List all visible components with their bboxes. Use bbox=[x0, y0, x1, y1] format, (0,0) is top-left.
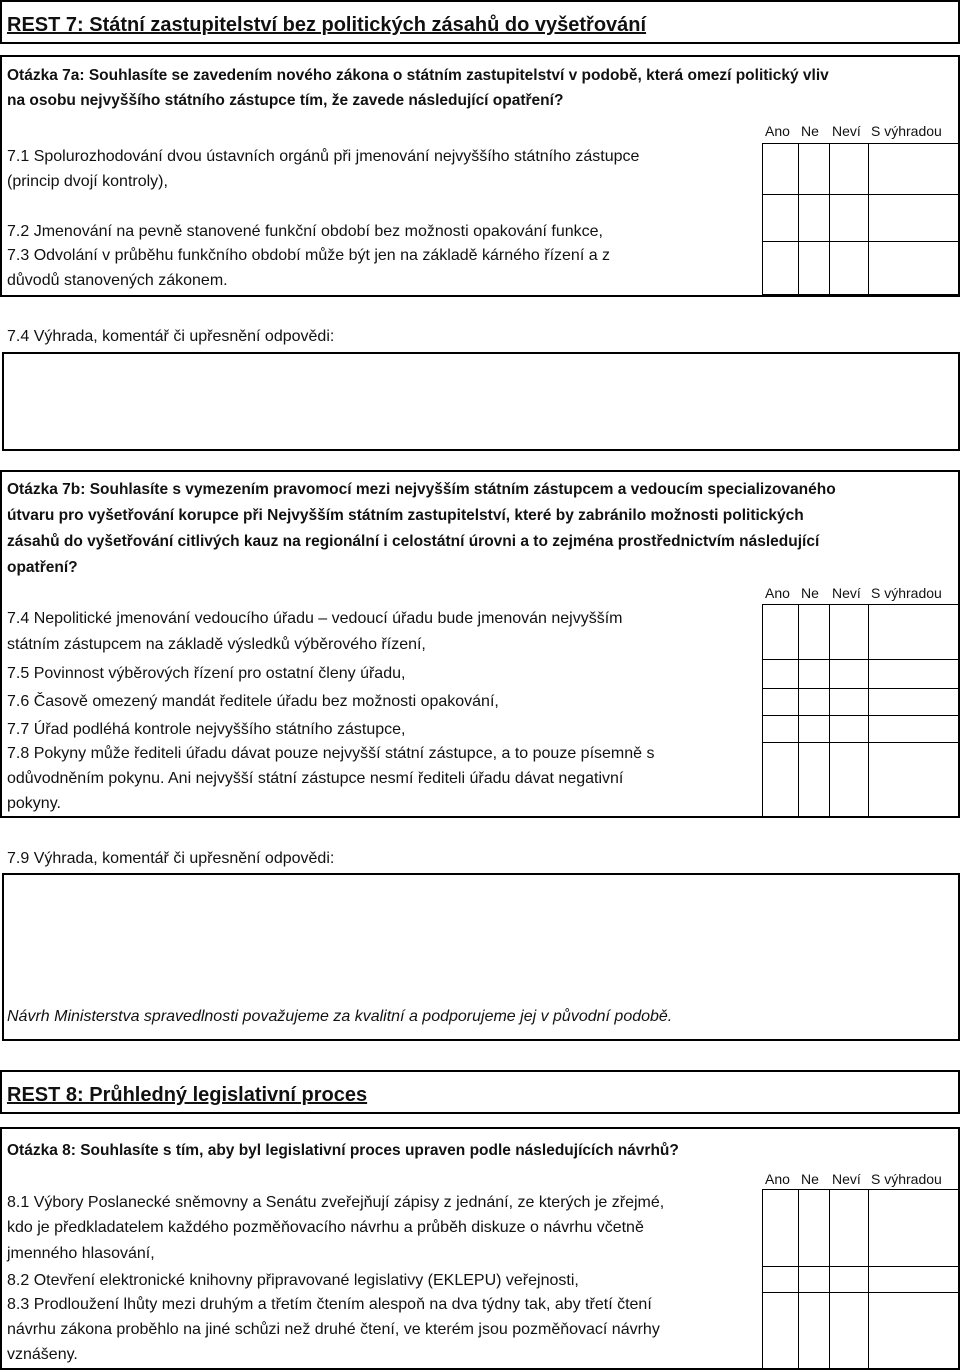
item-7-7: 7.7 Úřad podléhá kontrole nejvyššího státního zástupce, bbox=[7, 721, 406, 738]
item-7-1-line1: 7.1 Spolurozhodování dvou ústavních orgánů při jmenování nejvyššího státního zástupce bbox=[7, 148, 640, 165]
item-8-3-line3: vznášeny. bbox=[7, 1346, 78, 1363]
checkbox-7-6-s-vyhradou[interactable] bbox=[869, 689, 960, 716]
header-ne: Ne bbox=[801, 585, 819, 601]
item-7-6: 7.6 Časově omezený mandát ředitele úřadu bez možnosti opakování, bbox=[7, 693, 499, 710]
item-7-4-line2: státním zástupcem na základě výsledků výběrového řízení, bbox=[7, 636, 426, 653]
checkbox-7-8-ne[interactable] bbox=[799, 743, 830, 818]
item-8-3-line2: návrhu zákona proběhlo na jiné schůzi než druhé čtení, ve kterém jsou pozměňovací návrhy bbox=[7, 1321, 660, 1338]
header-s-vyhradou: S výhradou bbox=[871, 1171, 942, 1187]
checkbox-8-2-nevi[interactable] bbox=[830, 1267, 869, 1293]
checkbox-7-2-s-vyhradou[interactable] bbox=[869, 195, 960, 242]
checkbox-7-8-nevi[interactable] bbox=[830, 743, 869, 818]
checkbox-7-2-ano[interactable] bbox=[763, 195, 799, 242]
checkbox-8-3-nevi[interactable] bbox=[830, 1293, 869, 1369]
checkbox-8-1-s-vyhradou[interactable] bbox=[869, 1190, 960, 1267]
checkbox-8-1-ne[interactable] bbox=[799, 1190, 830, 1267]
checkbox-7-4-nevi[interactable] bbox=[830, 605, 869, 660]
item-7-3-line2: důvodů stanovených zákonem. bbox=[7, 272, 228, 289]
item-7-1-line2: (princip dvojí kontroly), bbox=[7, 173, 168, 190]
question-7a-line2: na osobu nejvyššího státního zástupce tím, že zavede následující opatření? bbox=[7, 92, 564, 109]
header-ne: Ne bbox=[801, 123, 819, 139]
comment-7-9-label: 7.9 Výhrada, komentář či upřesnění odpovědi: bbox=[7, 850, 335, 867]
comment-7-9-text: Návrh Ministerstva spravedlnosti považujeme za kvalitní a podporujeme jej v původní podobě. bbox=[7, 1008, 673, 1025]
checkbox-7-7-s-vyhradou[interactable] bbox=[869, 716, 960, 743]
item-8-3-line1: 8.3 Prodloužení lhůty mezi druhým a třetím čtením alespoň na dva týdny tak, aby třetí čtení bbox=[7, 1296, 652, 1313]
checkbox-7-2-nevi[interactable] bbox=[830, 195, 869, 242]
checkbox-7-6-ne[interactable] bbox=[799, 689, 830, 716]
item-7-8-line2: odůvodněním pokynu. Ani nejvyšší státní zástupce nesmí řediteli úřadu dávat negativní bbox=[7, 770, 624, 787]
comment-7-4-field[interactable] bbox=[2, 352, 960, 451]
item-7-4-line1: 7.4 Nepolitické jmenování vedoucího úřadu – vedoucí úřadu bude jmenován nejvyšším bbox=[7, 610, 623, 627]
checkbox-7-7-nevi[interactable] bbox=[830, 716, 869, 743]
checkbox-7-8-s-vyhradou[interactable] bbox=[869, 743, 960, 818]
checkbox-7-4-s-vyhradou[interactable] bbox=[869, 605, 960, 660]
answer-grid-8 bbox=[762, 1189, 960, 1369]
header-s-vyhradou: S výhradou bbox=[871, 123, 942, 139]
question-7b-line2: útvaru pro vyšetřování korupce při Nejvyšším státním zastupitelství, které by zabránilo možnosti politických bbox=[7, 507, 804, 524]
checkbox-7-7-ne[interactable] bbox=[799, 716, 830, 743]
checkbox-7-1-s-vyhradou[interactable] bbox=[869, 144, 960, 195]
header-ne: Ne bbox=[801, 1171, 819, 1187]
question-7b-line4: opatření? bbox=[7, 559, 78, 576]
checkbox-7-3-nevi[interactable] bbox=[830, 242, 869, 295]
checkbox-7-1-ano[interactable] bbox=[763, 144, 799, 195]
checkbox-7-6-ano[interactable] bbox=[763, 689, 799, 716]
item-7-8-line3: pokyny. bbox=[7, 795, 61, 812]
checkbox-7-6-nevi[interactable] bbox=[830, 689, 869, 716]
checkbox-8-1-nevi[interactable] bbox=[830, 1190, 869, 1267]
item-8-1-line2: kdo je předkladatelem každého pozměňovacího návrhu a průběh diskuze o návrhu včetně bbox=[7, 1219, 644, 1236]
item-8-1-line1: 8.1 Výbory Poslanecké sněmovny a Senátu zveřejňují zápisy z jednání, ze kterých je zřejmé, bbox=[7, 1194, 665, 1211]
checkbox-7-3-s-vyhradou[interactable] bbox=[869, 242, 960, 295]
checkbox-7-5-nevi[interactable] bbox=[830, 660, 869, 689]
header-nevi: Neví bbox=[832, 1171, 861, 1187]
checkbox-7-1-nevi[interactable] bbox=[830, 144, 869, 195]
header-nevi: Neví bbox=[832, 585, 861, 601]
header-ano: Ano bbox=[765, 1171, 790, 1187]
checkbox-7-5-s-vyhradou[interactable] bbox=[869, 660, 960, 689]
checkbox-7-5-ano[interactable] bbox=[763, 660, 799, 689]
checkbox-7-5-ne[interactable] bbox=[799, 660, 830, 689]
item-7-2: 7.2 Jmenování na pevně stanovené funkční období bez možnosti opakování funkce, bbox=[7, 223, 603, 240]
answer-grid-7b bbox=[762, 604, 960, 818]
checkbox-8-3-s-vyhradou[interactable] bbox=[869, 1293, 960, 1369]
checkbox-8-1-ano[interactable] bbox=[763, 1190, 799, 1267]
item-7-3-line1: 7.3 Odvolání v průběhu funkčního období může být jen na základě kárného řízení a z bbox=[7, 247, 611, 264]
checkbox-7-4-ano[interactable] bbox=[763, 605, 799, 660]
rest7-title: REST 7: Státní zastupitelství bez politických zásahů do vyšetřování bbox=[7, 14, 647, 36]
header-ano: Ano bbox=[765, 123, 790, 139]
checkbox-8-3-ne[interactable] bbox=[799, 1293, 830, 1369]
item-8-1-line3: jmenného hlasování, bbox=[7, 1245, 155, 1262]
checkbox-8-3-ano[interactable] bbox=[763, 1293, 799, 1369]
header-s-vyhradou: S výhradou bbox=[871, 585, 942, 601]
header-nevi: Neví bbox=[832, 123, 861, 139]
question-7b-line3: zásahů do vyšetřování citlivých kauz na regionální i celostátní úrovni a to zejména prostřednictvím následující bbox=[7, 533, 820, 550]
item-7-8-line1: 7.8 Pokyny může řediteli úřadu dávat pouze nejvyšší státní zástupce, a to pouze písemně s bbox=[7, 745, 655, 762]
comment-7-4-label: 7.4 Výhrada, komentář či upřesnění odpovědi: bbox=[7, 328, 335, 345]
rest8-title: REST 8: Průhledný legislativní proces bbox=[7, 1084, 368, 1106]
question-7a-line1: Otázka 7a: Souhlasíte se zavedením nového zákona o státním zastupitelství v podobě, která omezí politický vliv bbox=[7, 67, 829, 84]
checkbox-7-8-ano[interactable] bbox=[763, 743, 799, 818]
item-8-2: 8.2 Otevření elektronické knihovny připravované legislativy (EKLEPU) veřejnosti, bbox=[7, 1272, 579, 1289]
answer-grid-7a bbox=[762, 143, 960, 295]
checkbox-8-2-ano[interactable] bbox=[763, 1267, 799, 1293]
checkbox-7-1-ne[interactable] bbox=[799, 144, 830, 195]
header-ano: Ano bbox=[765, 585, 790, 601]
checkbox-7-3-ne[interactable] bbox=[799, 242, 830, 295]
checkbox-7-2-ne[interactable] bbox=[799, 195, 830, 242]
question-7b-line1: Otázka 7b: Souhlasíte s vymezením pravomocí mezi nejvyšším státním zástupcem a vedoucím specializovaného bbox=[7, 481, 836, 498]
checkbox-8-2-ne[interactable] bbox=[799, 1267, 830, 1293]
checkbox-8-2-s-vyhradou[interactable] bbox=[869, 1267, 960, 1293]
checkbox-7-7-ano[interactable] bbox=[763, 716, 799, 743]
item-7-5: 7.5 Povinnost výběrových řízení pro ostatní členy úřadu, bbox=[7, 665, 406, 682]
checkbox-7-3-ano[interactable] bbox=[763, 242, 799, 295]
question-8: Otázka 8: Souhlasíte s tím, aby byl legislativní proces upraven podle následujících návrhů? bbox=[7, 1142, 679, 1159]
checkbox-7-4-ne[interactable] bbox=[799, 605, 830, 660]
